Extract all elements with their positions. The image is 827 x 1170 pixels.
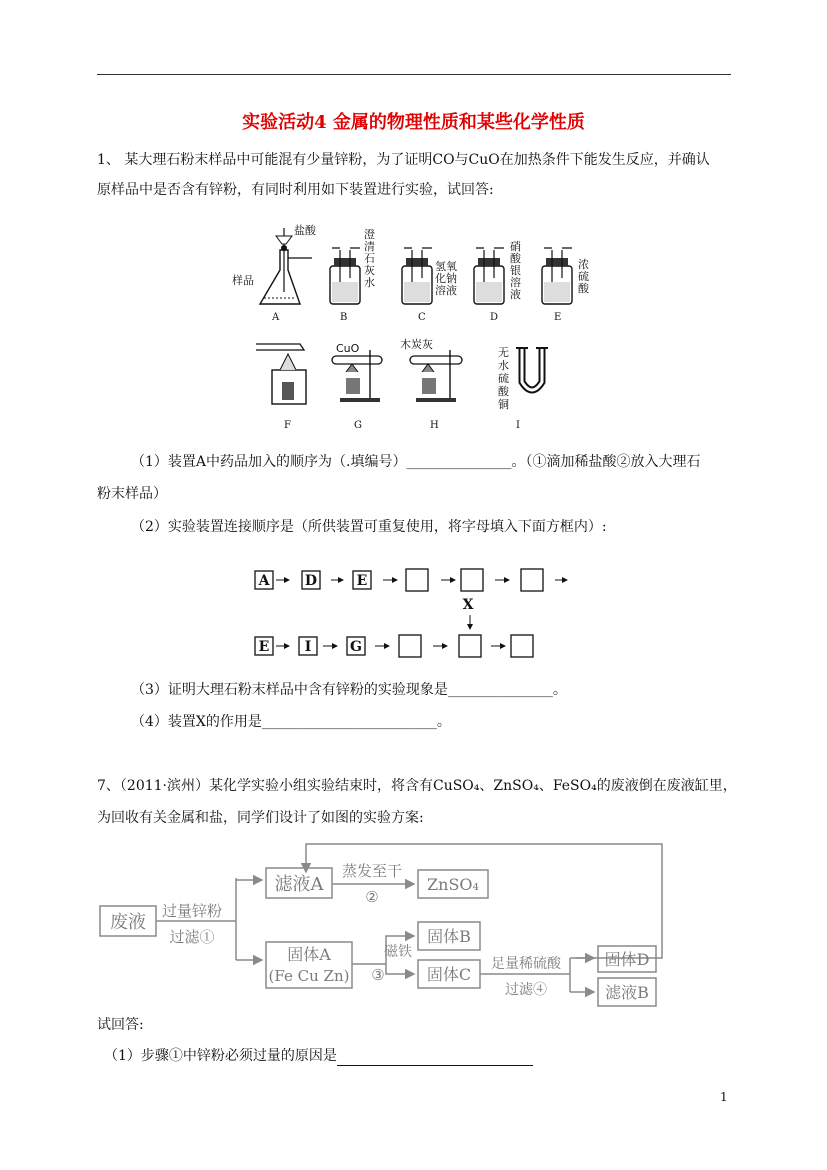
q1-line2: 原样品中是否含有锌粉，有同时利用如下装置进行实验，试回答: [97,182,494,198]
q7-ask: 试回答: [97,1017,144,1033]
flow-solid-b [418,922,480,950]
svg-text:废液: 废液 [110,912,146,933]
svg-text:氢氧化钠溶液: 氢氧化钠溶液 [435,260,457,297]
label-d: D [490,312,499,323]
svg-text:I: I [304,639,312,655]
label-h: H [430,420,439,431]
chain-box-r2-6[interactable] [511,635,533,657]
flow-filtrate-b [598,978,656,1006]
sub1-answer-blank[interactable]: _______________ [406,454,512,470]
reagent-h: 木炭灰 [400,338,433,351]
svg-text:滤液B: 滤液B [605,983,649,1002]
q7-line1: 7、（2011·滨州）某化学实验小组实验结束时，将含有CuSO₄、ZnSO₄、FeSO₄的废液倒在废液缸里， [97,778,737,794]
svg-text:固体B: 固体B [427,927,471,946]
svg-text:过滤④: 过滤④ [505,982,547,998]
apparatus-h [400,337,462,431]
svg-text:硝酸银溶液: 硝酸银溶液 [510,240,521,301]
chain-box-r2-2[interactable] [299,637,317,655]
svg-text:浓硫酸: 浓硫酸 [578,258,589,295]
q1-sub4: （4）装置X的作用是_________________________。 [131,714,451,730]
svg-text:G: G [350,639,362,655]
svg-text:③: ③ [371,966,385,984]
svg-text:无水硫酸铜: 无水硫酸铜 [498,346,509,411]
svg-text:E: E [258,639,270,655]
page-title: 实验活动4 金属的物理性质和某些化学性质 [242,112,585,133]
label-b: B [340,312,348,323]
flow-solid-d [598,946,656,972]
flow-filtrate-a [266,868,332,898]
reagent-g: CuO [336,342,360,355]
svg-text:②: ② [365,888,379,906]
svg-text:ZnSO₄: ZnSO₄ [427,875,479,894]
apparatus-i [498,346,548,431]
chain-box-r2-5[interactable] [459,635,481,657]
svg-text:A: A [258,573,270,589]
svg-text:过滤①: 过滤① [169,928,215,946]
chain-box-6[interactable] [521,569,543,591]
q7-sub1-answer-blank[interactable] [337,1051,533,1066]
q7-line2: 为回收有关金属和盐，同学们设计了如图的实验方案: [97,810,424,826]
label-i: I [516,420,520,431]
svg-text:足量稀硫酸: 足量稀硫酸 [491,956,561,972]
chain-box-r2-3[interactable] [347,637,365,655]
q1-sub2: （2）实验装置连接顺序是（所供装置可重复使用，将字母填入下面方框内）: [131,519,607,535]
q1-sub1: （1）装置A中药品加入的顺序为（.填编号）_______________。（①滴加稀盐酸②放入大理石 [131,454,701,470]
svg-text:过量锌粉: 过量锌粉 [161,902,223,920]
chain-box-4[interactable] [406,569,428,591]
q1-sub3: （3）证明大理石粉末样品中含有锌粉的实验现象是_______________。 [131,682,567,698]
reagent-a-top: 盐酸 [294,224,316,237]
sub3-answer-blank[interactable]: _______________ [447,682,553,698]
apparatus-a [232,223,317,323]
svg-text:固体C: 固体C [426,965,472,984]
label-c: C [418,312,426,323]
flow-solid-a [266,942,352,988]
flow-znso4 [418,870,488,898]
apparatus-g [332,342,382,431]
chain-box-r2-4[interactable] [399,635,421,657]
apparatus-c [402,248,457,323]
chain-box-5[interactable] [461,569,483,591]
apparatus-b [330,228,375,323]
chain-box-r2-1[interactable] [255,637,273,655]
svg-text:滤液A: 滤液A [274,874,324,895]
header-rule [97,74,731,75]
label-g: G [354,420,362,431]
svg-text:固体D: 固体D [604,950,650,969]
flow-diagram [96,838,668,1010]
sub4-answer-blank[interactable]: _________________________ [261,714,437,730]
svg-text:(Fe Cu Zn): (Fe Cu Zn) [268,967,350,985]
flow-solid-c [418,960,480,988]
label-a: A [272,312,280,323]
svg-text:澄清石灰水: 澄清石灰水 [364,228,375,289]
q1-sub1-line2: 粉末样品） [97,486,167,502]
apparatus-d [474,239,522,323]
page-number: 1 [720,1090,728,1104]
svg-text:E: E [356,573,368,589]
svg-text:D: D [304,573,318,589]
svg-text:固体A: 固体A [287,945,331,964]
q1-line1: 1、 某大理石粉末样品中可能混有少量锌粉，为了证明CO与CuO在加热条件下能发生反应，并确认 [97,152,710,168]
chain-box-2[interactable] [302,571,320,589]
q7-sub1: （1）步骤①中锌粉必须过量的原因是 [104,1046,533,1066]
connection-chain [245,565,585,665]
chain-box-1[interactable] [255,571,273,589]
chain-x-label: X [462,597,474,613]
svg-text:磁铁: 磁铁 [384,944,412,960]
reagent-a-side: 样品 [232,274,254,287]
flow-waste [100,906,156,936]
label-f: F [284,420,291,431]
chain-box-3[interactable] [353,571,371,589]
apparatus-f [256,344,306,431]
svg-text:蒸发至干: 蒸发至干 [341,862,403,880]
apparatus-diagram [220,222,600,437]
apparatus-e [542,248,590,323]
label-e: E [554,312,562,323]
